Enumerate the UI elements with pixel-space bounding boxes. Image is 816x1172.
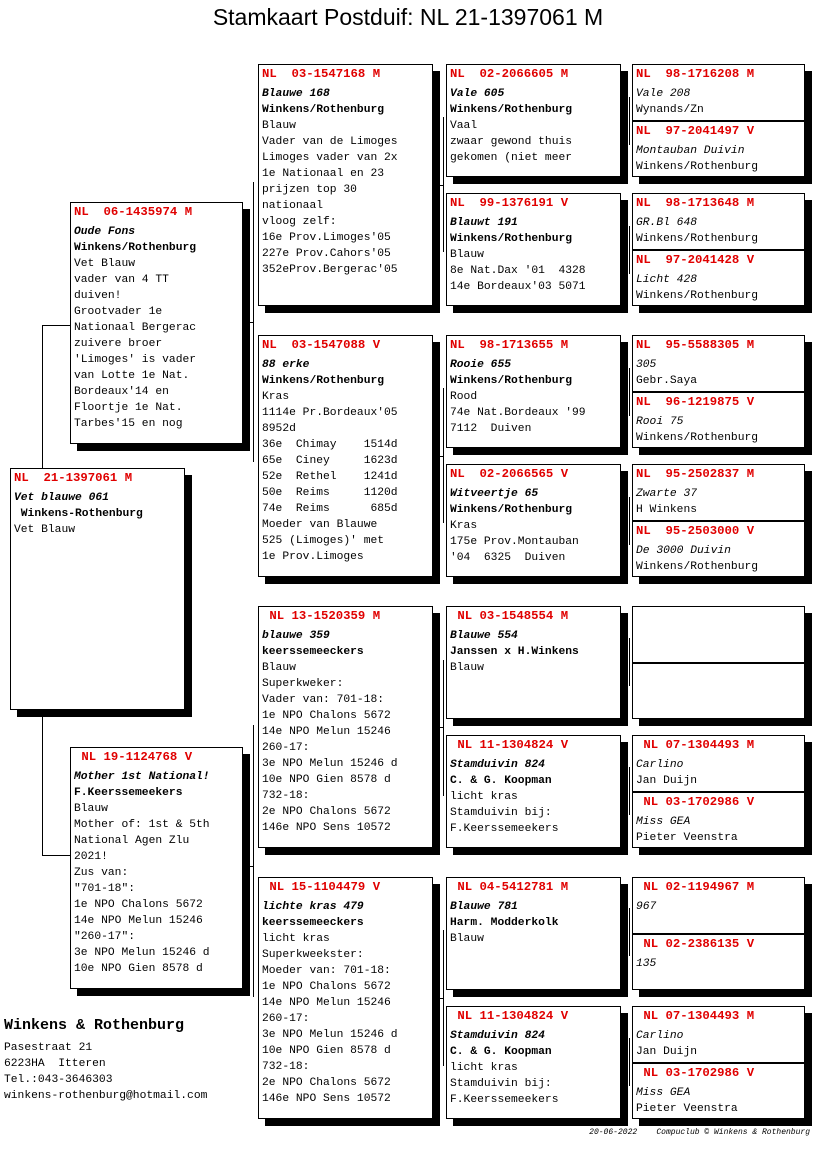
pigeon-card-ffm[interactable] [446,193,621,306]
note-line: 3e NPO Melun 15246 d [262,758,398,770]
note-line: vader van 4 TT [74,274,169,286]
note-line: 16e Prov.Limoges'05 [262,232,391,244]
ancestor-female[interactable] [633,251,804,305]
note-line: licht kras [450,1062,518,1074]
connector-line [42,325,43,468]
note-line: 3e NPO Melun 15246 d [262,1029,398,1041]
note-line: Tarbes'15 en nog [74,418,183,430]
pair-divider [633,1062,812,1064]
pigeon-notes [450,789,617,837]
ancestor-female[interactable] [633,935,804,973]
breeder: Winkens/Rothenburg [450,233,573,245]
pigeon-name: Blauwt 191 [450,217,518,229]
pigeon-name: 88 erke [262,359,310,371]
pigeon-name: Vet blauwe 061 [14,492,109,504]
ancestor-male[interactable] [633,878,804,916]
breeder: Winkens/Rothenburg [636,561,759,573]
note-line: Stamduivin bij: [450,807,552,819]
ancestor-pair-box[interactable] [632,877,805,990]
pigeon-name: Vale 605 [450,88,505,100]
ancestor-female[interactable] [633,522,804,576]
breeder: Pieter Veenstra [636,1103,738,1115]
pigeon-card-fmf[interactable] [446,335,621,448]
pair-divider [633,120,812,122]
pigeon-name: Blauwe 781 [450,901,518,913]
pigeon-name: Rooie 655 [450,359,512,371]
pigeon-name: Witveertje 65 [450,488,539,500]
note-line: "260-17": [74,931,136,943]
connector-line [629,1038,630,1086]
note-line: "701-18": [74,883,136,895]
breeder: Winkens/Rothenburg [450,504,573,516]
note-line: F.Keerssemeekers [450,823,559,835]
pigeon-name: Carlino [636,1030,684,1042]
breeder: Gebr.Saya [636,375,698,387]
ring-number: NL 15-1104479 V [262,880,381,894]
pigeon-name: Oude Fons [74,226,136,238]
breeder: Winkens/Rothenburg [262,104,385,116]
ring-number: NL 13-1520359 M [262,609,381,623]
note-line: 10e NPO Gien 8578 d [74,963,203,975]
note-line: Rood [450,391,478,403]
note-line: 1e Prov.Limoges [262,551,364,563]
connector-line [629,908,630,956]
owner-name: Winkens & Rothenburg [4,1017,185,1034]
pair-divider [633,391,812,393]
note-line: Zus van: [74,867,129,879]
note-line: Moeder van: 701-18: [262,965,391,977]
ring-number: NL 98-1713655 M [450,338,569,352]
pigeon-card-father[interactable] [70,202,243,444]
connector-line [253,725,254,997]
breeder: Harm. Modderkolk [450,917,559,929]
note-line: 732-18: [262,790,310,802]
pigeon-card-mff[interactable] [446,606,621,719]
pigeon-notes [262,931,429,1107]
note-line: 14e NPO Melun 15246 [74,915,203,927]
pigeon-card-mf[interactable] [258,606,433,848]
connector-line [433,185,444,186]
breeder: Winkens/Rothenburg [450,104,573,116]
pigeon-card-mother[interactable] [70,747,243,989]
pigeon-name: Rooi 75 [636,416,684,428]
ring-number: NL 06-1435974 M [74,205,193,219]
ring-number: NL 11-1304824 V [450,738,569,752]
note-line: 8e Nat.Dax '01 4328 [450,265,586,277]
pigeon-name: Miss GEA [636,1087,691,1099]
pigeon-name: GR.Bl 648 [636,217,698,229]
ancestor-female[interactable] [633,122,804,176]
note-line: 1e Nationaal en 23 [262,168,385,180]
owner-email[interactable]: winkens-rothenburg@hotmail.com [4,1090,208,1102]
note-line: 2e NPO Chalons 5672 [262,806,391,818]
note-line: National Agen Zlu [74,835,190,847]
ancestor-male[interactable] [633,194,804,248]
note-line: 260-17: [262,742,310,754]
pigeon-notes [262,389,429,565]
note-line: 525 (Limoges)' met [262,535,385,547]
pigeon-card-ff[interactable] [258,64,433,306]
note-line: 14e Bordeaux'03 5071 [450,281,586,293]
breeder: Winkens/Rothenburg [450,375,573,387]
ancestor-female[interactable] [633,664,804,670]
pigeon-card-subject[interactable] [10,468,185,710]
breeder: Janssen x H.Winkens [450,646,579,658]
pigeon-notes [74,801,239,977]
pigeon-name: De 3000 Duivin [636,545,731,557]
note-line: 10e NPO Gien 8578 d [262,1045,391,1057]
pigeon-name: 305 [636,359,657,371]
note-line: Moeder van Blauwe [262,519,378,531]
pigeon-name: Blauwe 168 [262,88,330,100]
pigeon-card-fm[interactable] [258,335,433,577]
connector-line [42,713,43,855]
note-line: zuivere broer [74,338,163,350]
breeder: Winkens/Rothenburg [74,242,197,254]
ring-number: NL 03-1547168 M [262,67,381,81]
ring-number: NL 95-5588305 M [636,338,755,352]
connector-line [243,322,254,323]
ancestor-pair-box[interactable] [632,193,805,306]
note-line: 732-18: [262,1061,310,1073]
ring-number: NL 96-1219875 V [636,395,755,409]
breeder: Pieter Veenstra [636,832,738,844]
connector-line [42,855,70,856]
note-line: 1e NPO Chalons 5672 [74,899,203,911]
breeder: H Winkens [636,504,698,516]
note-line: Kras [450,520,478,532]
note-line: Blauw [450,662,484,674]
ring-number: NL 04-5412781 M [450,880,569,894]
breeder: Winkens-Rothenburg [14,508,143,520]
pigeon-notes [262,660,429,836]
pair-divider [633,520,812,522]
note-line: Vader van de Limoges [262,136,398,148]
note-line: 227e Prov.Cahors'05 [262,248,391,260]
breeder: Winkens/Rothenburg [636,161,759,173]
note-line: prijzen top 30 [262,184,357,196]
pigeon-notes [450,247,617,295]
note-line: Nationaal Bergerac [74,322,197,334]
pigeon-name: Zwarte 37 [636,488,698,500]
ring-number: NL 98-1716208 M [636,67,755,81]
pigeon-name: 135 [636,958,657,970]
ancestor-pair-box[interactable] [632,1006,805,1119]
pigeon-name: Miss GEA [636,816,691,828]
ring-number: NL 98-1713648 M [636,196,755,210]
ring-number: NL 03-1702986 V [636,795,755,809]
note-line: Grootvader 1e [74,306,163,318]
note-line: van Lotte 1e Nat. [74,370,190,382]
connector-line [629,767,630,815]
ring-number: NL 03-1547088 V [262,338,381,352]
note-line: Blauw [262,120,296,132]
ancestor-pair-box[interactable] [632,606,805,719]
ancestor-female[interactable] [633,393,804,447]
connector-line [443,660,444,796]
breeder: Winkens/Rothenburg [636,290,759,302]
pigeon-name: 967 [636,901,657,913]
ring-number: NL 21-1397061 M [14,471,133,485]
ring-number: NL 97-2041497 V [636,124,755,138]
pigeon-card-mfm[interactable] [446,735,621,848]
note-line: zwaar gewond thuis [450,136,573,148]
page-title: Stamkaart Postduif: NL 21-1397061 M [212,4,604,30]
note-line: vloog zelf: [262,216,337,228]
note-line: 14e NPO Melun 15246 [262,997,391,1009]
ancestor-male[interactable] [633,65,804,119]
breeder: Wynands/Zn [636,104,704,116]
color: Vet Blauw [14,524,76,536]
pigeon-notes [262,118,429,278]
footer-credit: 20-06-2022 Compuclub © Winkens & Rothenburg [589,1128,810,1137]
note-line: 175e Prov.Montauban [450,536,579,548]
pair-divider [633,662,812,664]
note-line: Superkweker: [262,678,344,690]
pigeon-name: Mother 1st National! [74,771,210,783]
ring-number: NL 02-1194967 M [636,880,755,894]
breeder: keerssemeeckers [262,646,364,658]
pigeon-notes [450,118,617,166]
note-line: 'Limoges' is vader [74,354,197,366]
ring-number: NL 07-1304493 M [636,1009,755,1023]
ancestor-pair-box[interactable] [632,464,805,577]
pigeon-card-mm[interactable] [258,877,433,1119]
note-line: 8952d [262,423,296,435]
pigeon-name: Licht 428 [636,274,698,286]
ring-number: NL 97-2041428 V [636,253,755,267]
breeder: Jan Duijn [636,775,698,787]
note-line: 3e NPO Melun 15246 d [74,947,210,959]
breeder: C. & G. Koopman [450,1046,552,1058]
pigeon-name: Carlino [636,759,684,771]
breeder: Winkens/Rothenburg [262,375,385,387]
note-line: Blauw [262,662,296,674]
pair-divider [633,249,812,251]
ring-number: NL 07-1304493 M [636,738,755,752]
breeder: Winkens/Rothenburg [636,432,759,444]
connector-line [629,226,630,274]
pigeon-notes [450,660,617,676]
ring-number: NL 02-2386135 V [636,937,755,951]
ancestor-female[interactable] [633,793,804,847]
ring-number: NL 03-1548554 M [450,609,569,623]
note-line: 260-17: [262,1013,310,1025]
connector-line [629,638,630,686]
note-line: 74e Nat.Bordeaux '99 [450,407,586,419]
ancestor-pair-box[interactable] [632,64,805,177]
note-line: nationaal [262,200,324,212]
note-line: 146e NPO Sens 10572 [262,1093,391,1105]
pigeon-name: Montauban Duivin [636,145,745,157]
note-line: gekomen (niet meer [450,152,573,164]
note-line: Limoges vader van 2x [262,152,398,164]
note-line: Floortje 1e Nat. [74,402,183,414]
pair-divider [633,933,812,935]
note-line: Blauw [74,803,108,815]
note-line: licht kras [262,933,330,945]
ancestor-male[interactable] [633,1007,804,1061]
pigeon-name: Blauwe 554 [450,630,518,642]
breeder: F.Keerssemeekers [74,787,183,799]
ancestor-pair-box[interactable] [632,335,805,448]
breeder: Jan Duijn [636,1046,698,1058]
note-line: duiven! [74,290,122,302]
note-line: 352eProv.Bergerac'05 [262,264,398,276]
pigeon-notes [450,389,617,437]
ancestor-male[interactable] [633,465,804,519]
breeder: C. & G. Koopman [450,775,552,787]
note-line: 14e NPO Melun 15246 [262,726,391,738]
connector-line [243,866,254,867]
ring-number: NL 03-1702986 V [636,1066,755,1080]
connector-line [433,727,444,728]
pair-divider [633,791,812,793]
note-line: 1e NPO Chalons 5672 [262,710,391,722]
note-line: Mother of: 1st & 5th [74,819,210,831]
owner-street: Pasestraat 21 [4,1042,93,1054]
note-line: 2e NPO Chalons 5672 [262,1077,391,1089]
breeder: Winkens/Rothenburg [636,233,759,245]
note-line: 1e NPO Chalons 5672 [262,981,391,993]
ring-number: NL 99-1376191 V [450,196,569,210]
note-line: Stamduivin bij: [450,1078,552,1090]
note-line: Vaal [450,120,478,132]
note-line: 2021! [74,851,108,863]
note-line: Kras [262,391,290,403]
note-line: 146e NPO Sens 10572 [262,822,391,834]
owner-phone: Tel.:043-3646303 [4,1074,113,1086]
ancestor-male[interactable] [633,336,804,390]
pigeon-name: blauwe 359 [262,630,330,642]
pigeon-card-mmf[interactable] [446,877,621,990]
pigeon-notes [450,518,617,566]
pigeon-name: Stamduivin 824 [450,1030,545,1042]
ring-number: NL 95-2503000 V [636,524,755,538]
ring-number: NL 95-2502837 M [636,467,755,481]
connector-line [433,998,444,999]
breeder: keerssemeeckers [262,917,364,929]
pigeon-notes [450,1060,617,1108]
note-line: Superkweekster: [262,949,364,961]
note-line: 36e Chimay 1514d [262,439,398,451]
note-line: 10e NPO Gien 8578 d [262,774,391,786]
note-line: Vader van: 701-18: [262,694,385,706]
connector-line [629,368,630,416]
ring-number: NL 02-2066565 V [450,467,569,481]
pigeon-notes [74,256,239,432]
ancestor-male[interactable] [633,607,804,613]
ring-number: NL 19-1124768 V [74,750,193,764]
note-line: Bordeaux'14 en [74,386,169,398]
pigeon-card-mmm[interactable] [446,1006,621,1119]
owner-info [4,1018,207,1104]
note-line: '04 6325 Duiven [450,552,566,564]
ancestor-female[interactable] [633,1064,804,1118]
pigeon-card-fmm[interactable] [446,464,621,577]
note-line: Blauw [450,933,484,945]
note-line: 7112 Duiven [450,423,532,435]
note-line: F.Keerssemeekers [450,1094,559,1106]
ancestor-male[interactable] [633,736,804,790]
pigeon-name: Stamduivin 824 [450,759,545,771]
note-line: Vet Blauw [74,258,136,270]
connector-line [629,497,630,545]
note-line: 52e Rethel 1241d [262,471,398,483]
note-line: 50e Reims 1120d [262,487,398,499]
pigeon-name: lichte kras 479 [262,901,364,913]
ring-number: NL 02-2066605 M [450,67,569,81]
note-line: 65e Ciney 1623d [262,455,398,467]
connector-line [629,97,630,145]
pigeon-notes [450,931,617,947]
note-line: 1114e Pr.Bordeaux'05 [262,407,398,419]
note-line: Blauw [450,249,484,261]
ancestor-pair-box[interactable] [632,735,805,848]
pigeon-name: Vale 208 [636,88,691,100]
ring-number: NL 11-1304824 V [450,1009,569,1023]
connector-line [433,456,444,457]
pigeon-card-fff[interactable] [446,64,621,177]
owner-city: 6223HA Itteren [4,1058,106,1070]
note-line: 74e Reims 685d [262,503,398,515]
note-line: licht kras [450,791,518,803]
connector-line [42,325,70,326]
